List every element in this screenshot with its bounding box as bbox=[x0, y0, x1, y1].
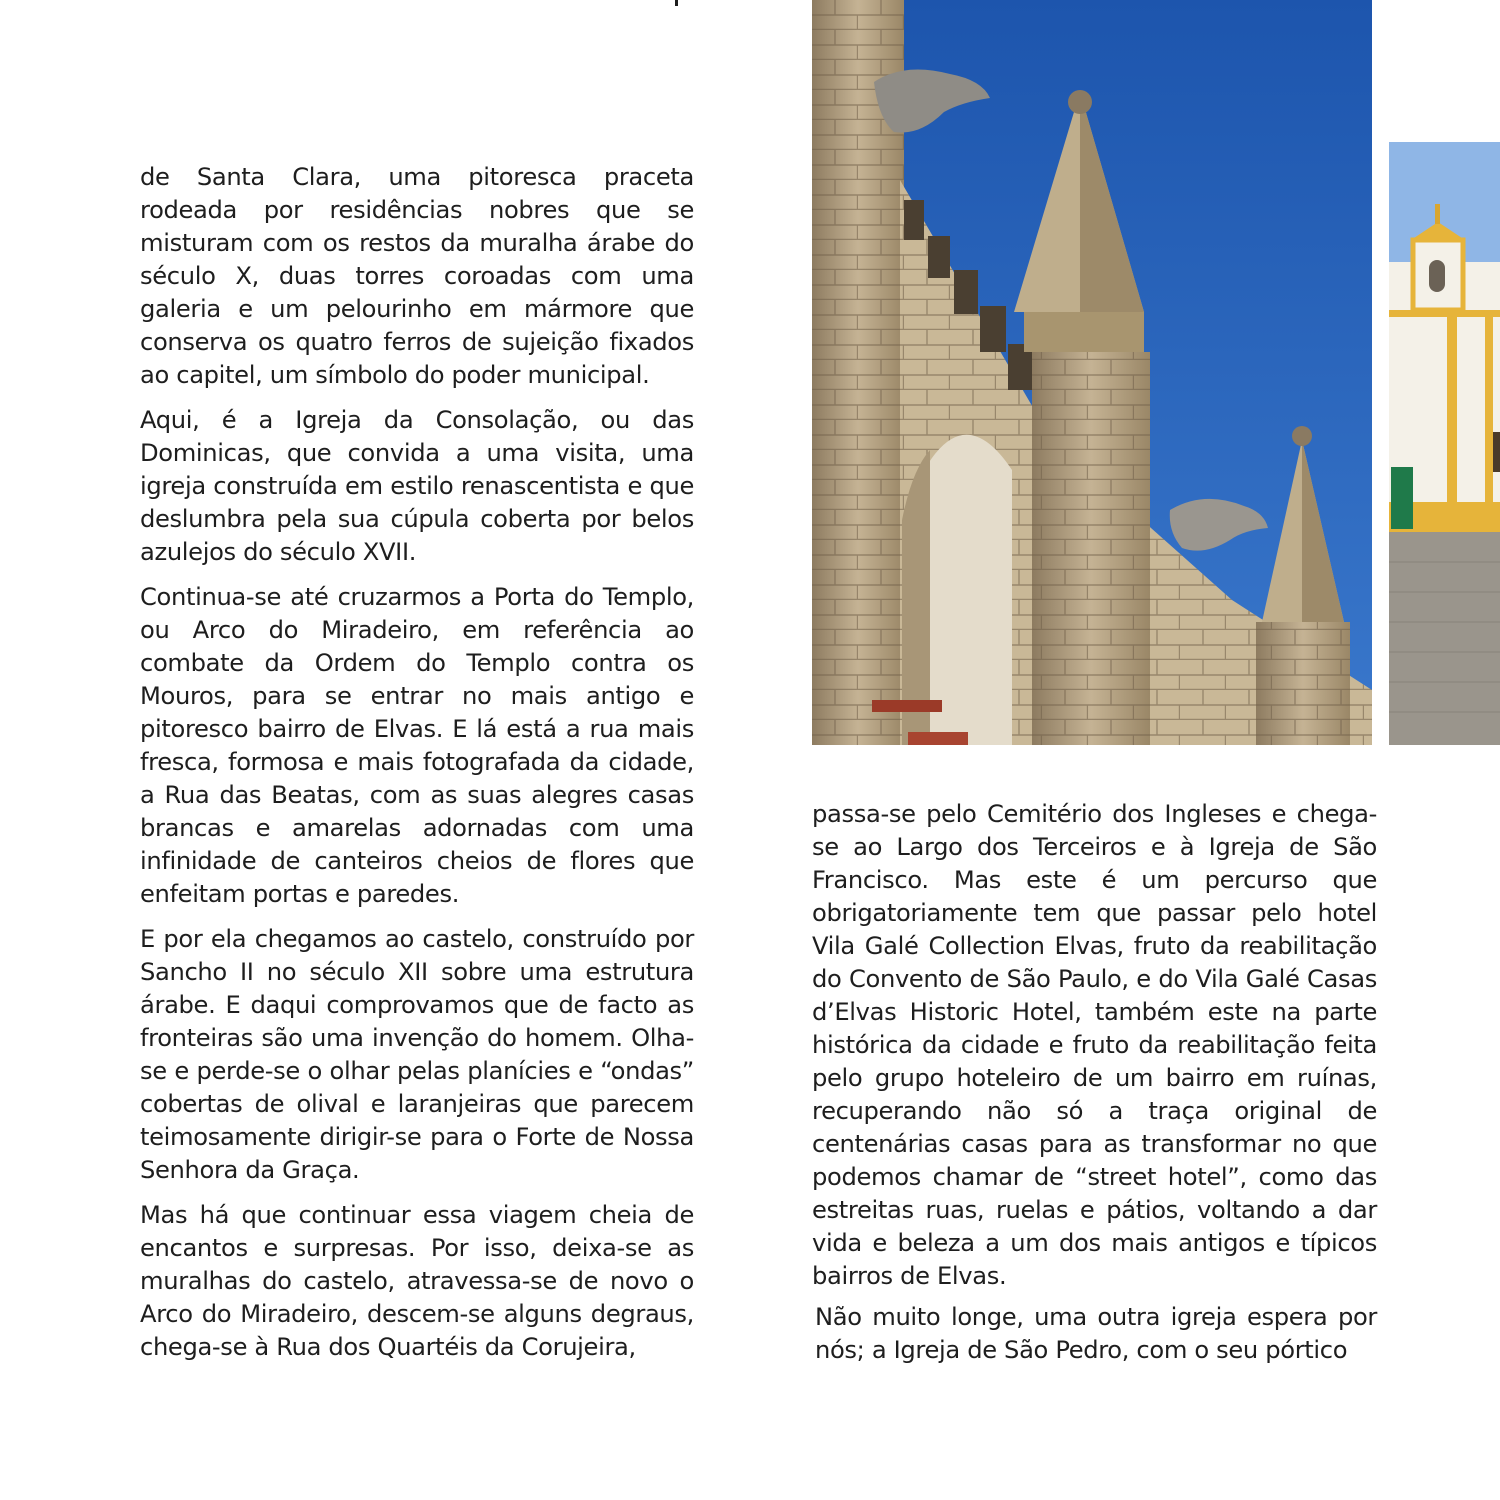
left-paragraph-1: de Santa Clara, uma pitoresca praceta rodeada por residências nobres que se misturam com os restos da muralha árabe do século X, duas torres coroadas com uma galeria e um pelourinho em mármore que conserva os quatro ferros de sujeição fixados ao capitel, um símbolo do poder municipal. bbox=[140, 163, 694, 389]
left-paragraph-3: Continua-se até cruzarmos a Porta do Templo, ou Arco do Miradeiro, em referência ao combate da Ordem do Templo contra os Mouros, para se entrar no mais antigo e pitoresco bairro de Elvas. E lá está a rua mais fresca, formosa e mais fotografada da cidade, a Rua das Beatas, com as suas alegres casas brancas e amarelas adornadas com uma infinidade de canteiros cheios de flores que enfeitam portas e paredes. bbox=[140, 583, 694, 908]
right-paragraph-1: passa-se pelo Cemitério dos Ingleses e chega-se ao Largo dos Terceiros e à Igreja de São Francisco. Mas este é um percurso que obrigatoriamente tem que passar pelo hotel Vila Galé Collection Elvas, fruto da reabilitação do Convento de São Paulo, e do Vila Galé Casas d’Elvas Historic Hotel, também este na parte histórica da cidade e fruto da reabilitação feita pelo grupo hoteleiro de um bairro em ruínas, recuperando não só a traça original de centenárias casas para as transformar no que podemos chamar de “street hotel”, como das estreitas ruas, ruelas e pátios, voltando a dar vida e beleza a um dos mais antigos e típicos bairros de Elvas. bbox=[812, 800, 1377, 1290]
left-paragraph-5: Mas há que continuar essa viagem cheia de encantos e surpresas. Por isso, deixa-se as muralhas do castelo, atravessa-se de novo o Arco do Miradeiro, descem-se alguns degraus, chega-se à Rua dos Quartéis da Corujeira, bbox=[140, 1201, 694, 1361]
gargoyle-spires-photo bbox=[812, 0, 1372, 745]
right-paragraph-2: Não muito longe, uma outra igreja espera por nós; a Igreja de São Pedro, com o seu pórtico bbox=[815, 1303, 1377, 1364]
page-top-mark bbox=[675, 0, 678, 6]
left-paragraph-2: Aqui, é a Igreja da Consolação, ou das Dominicas, que convida a uma visita, uma igreja construída em estilo renascentista e que deslumbra pela sua cúpula coberta por belos azulejos do século XVII. bbox=[140, 406, 694, 566]
left-paragraph-4: E por ela chegamos ao castelo, construído por Sancho II no século XII sobre uma estrutura árabe. E daqui comprovamos que de facto as fronteiras são uma invenção do homem. Olha-se e perde-se o olhar pelas planícies e “ondas” cobertas de olival e laranjeiras que parecem teimosamente dirigir-se para o Forte de Nossa Senhora da Graça. bbox=[140, 925, 694, 1184]
right-text-column bbox=[812, 798, 1377, 1367]
left-text-column bbox=[140, 161, 694, 1364]
white-church-photo bbox=[1389, 142, 1500, 745]
